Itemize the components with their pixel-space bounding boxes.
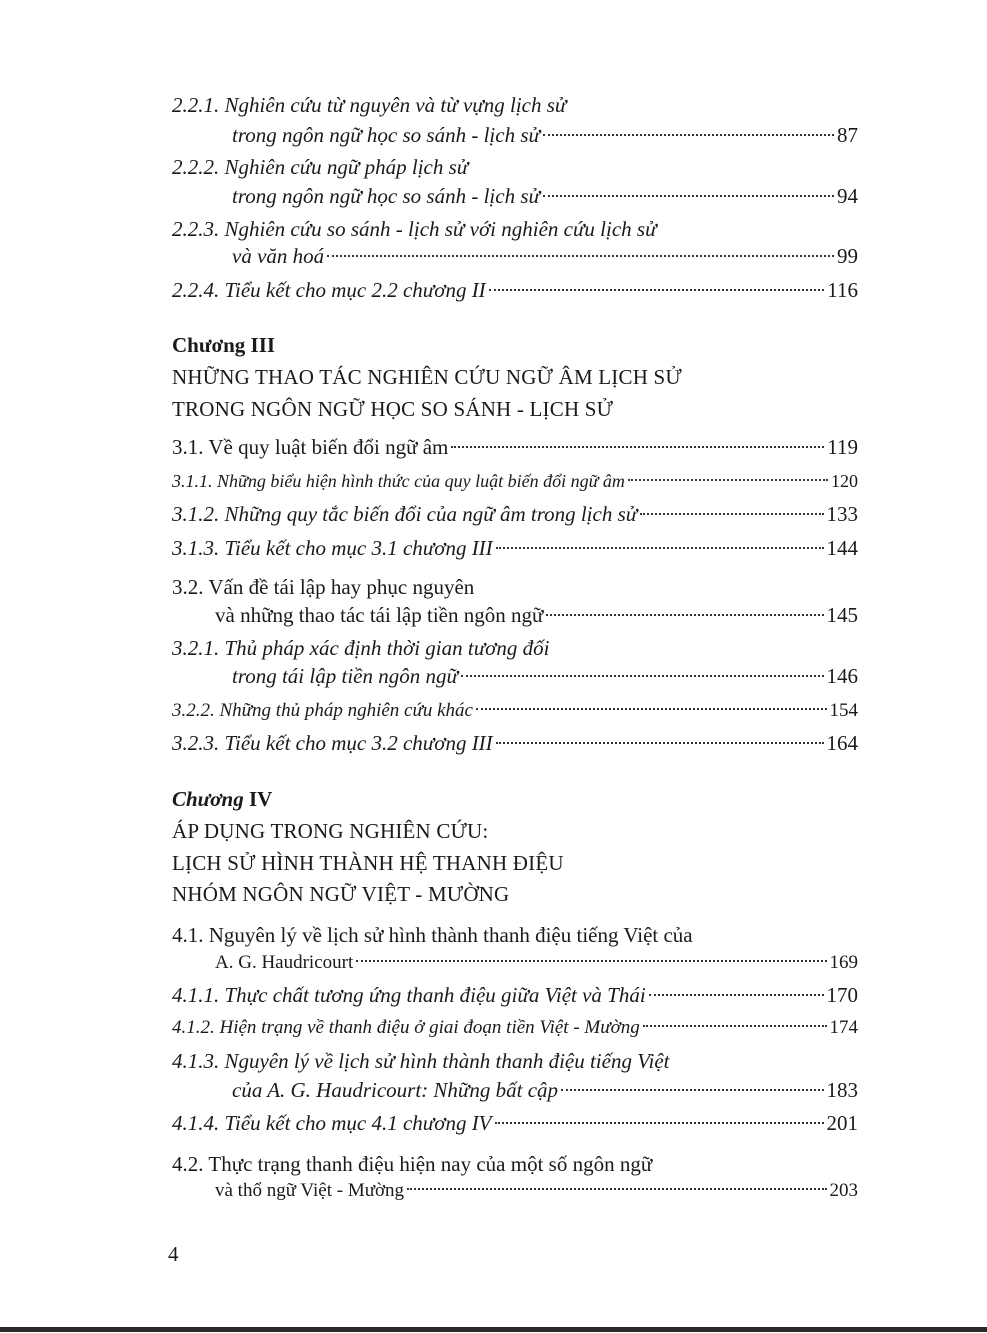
toc-title: Thực chất tương ứng thanh điệu giữa Việt và Thái: [224, 983, 646, 1007]
toc-title: Vấn đề tái lập hay phục nguyên: [208, 575, 475, 599]
toc-page: 170: [826, 983, 858, 1007]
toc-leader: [649, 994, 824, 996]
toc-leader: [451, 446, 824, 448]
toc-number: 2.2.3.: [172, 217, 220, 241]
toc-number: 4.1.1.: [172, 983, 220, 1007]
chapter-numeral: III: [250, 333, 276, 357]
toc-title-cont: trong ngôn ngữ học so sánh - lịch sử: [232, 184, 540, 208]
toc-number: 3.2.3.: [172, 731, 220, 755]
toc-label: [172, 696, 473, 726]
toc-entry-3-2-1[interactable]: [172, 633, 858, 663]
toc-title: Nguyên lý về lịch sử hình thành thanh điệu tiếng Việt của: [208, 923, 693, 947]
chapter-3-title-line-2: TRONG NGÔN NGỮ HỌC SO SÁNH - LỊCH SỬ: [172, 397, 614, 421]
toc-page: 99: [837, 244, 858, 268]
toc-page: 144: [826, 536, 858, 560]
toc-number: 4.1.4.: [172, 1111, 220, 1135]
toc-label: [172, 728, 493, 758]
toc-page: 174: [829, 1017, 858, 1038]
chapter-4-label: [172, 784, 858, 814]
toc-title-cont: trong ngôn ngữ học so sánh - lịch sử: [232, 123, 540, 147]
toc-title-cont: trong tái lập tiền ngôn ngữ: [232, 664, 458, 688]
toc-label: [172, 432, 448, 462]
toc-title: Tiểu kết cho mục 3.2 chương III: [224, 731, 493, 755]
toc-page: 164: [826, 731, 858, 755]
toc-leader: [496, 547, 824, 549]
toc-title: Nguyên lý về lịch sử hình thành thanh điệu tiếng Việt: [224, 1049, 670, 1073]
toc-entry-4-1-3[interactable]: [172, 1046, 858, 1076]
toc-page: 133: [826, 502, 858, 526]
toc-title: Những quy tắc biến đổi của ngữ âm trong lịch sử: [224, 502, 638, 526]
toc-title: Thủ pháp xác định thời gian tương đối: [224, 636, 550, 660]
toc-page: 154: [829, 700, 858, 721]
toc-entry-2-2-4[interactable]: [172, 275, 858, 305]
bottom-edge-rule: [0, 1327, 987, 1332]
toc-page: 120: [831, 471, 858, 491]
toc-leader: [495, 1122, 824, 1124]
toc-page: 145: [826, 603, 858, 627]
toc-title: Nghiên cứu từ nguyên và từ vựng lịch sử: [224, 93, 567, 117]
toc-entry-2-2-3-cont[interactable]: [232, 241, 858, 271]
toc-leader: [640, 513, 823, 515]
toc-title: Về quy luật biến đổi ngữ âm: [208, 435, 449, 459]
toc-leader: [356, 960, 826, 962]
toc-label: [172, 275, 486, 305]
toc-leader: [476, 708, 827, 710]
toc-entry-2-2-2[interactable]: [172, 152, 858, 182]
toc-number: 4.2.: [172, 1152, 204, 1176]
toc-title: Hiện trạng về thanh điệu ở giai đoạn tiền Việt - Mường: [219, 1017, 640, 1038]
chapter-4-title-line-2: LỊCH SỬ HÌNH THÀNH HỆ THANH ĐIỆU: [172, 851, 564, 875]
toc-entry-3-2[interactable]: [172, 572, 858, 602]
toc-entry-2-2-1-cont[interactable]: [232, 120, 858, 150]
toc-leader: [546, 614, 823, 616]
toc-entry-2-2-2-cont[interactable]: [232, 181, 858, 211]
toc-entry-3-2-3[interactable]: [172, 728, 858, 758]
toc-entry-4-1-cont[interactable]: [215, 948, 858, 978]
toc-page: 169: [829, 952, 858, 973]
toc-label: [172, 1013, 640, 1043]
toc-page: 94: [837, 184, 858, 208]
toc-number: 2.2.1.: [172, 93, 220, 117]
toc-page: 203: [829, 1180, 858, 1201]
toc-page: 183: [826, 1078, 858, 1102]
toc-page: 87: [837, 123, 858, 147]
toc-title: Những thủ pháp nghiên cứu khác: [219, 700, 473, 721]
toc-number: 2.2.2.: [172, 155, 220, 179]
toc-number: 4.1.2.: [172, 1017, 215, 1038]
chapter-4-title-line-3: NHÓM NGÔN NGỮ VIỆT - MƯỜNG: [172, 882, 510, 906]
toc-number: 4.1.: [172, 923, 204, 947]
toc-title: Tiểu kết cho mục 4.1 chương IV: [224, 1111, 492, 1135]
toc-number: 3.2.2.: [172, 700, 215, 721]
chapter-3-label: [172, 330, 858, 360]
toc-leader: [489, 289, 825, 291]
toc-page: 146: [826, 664, 858, 688]
toc-title-cont: và thổ ngữ Việt - Mường: [215, 1180, 405, 1201]
toc-label: [172, 499, 637, 529]
toc-leader: [628, 479, 828, 481]
toc-leader: [543, 134, 834, 136]
toc-leader: [643, 1025, 827, 1027]
chapter-word: Chương: [172, 333, 246, 357]
toc-title: Tiểu kết cho mục 2.2 chương II: [224, 278, 486, 302]
toc-entry-4-1-1[interactable]: [172, 980, 858, 1010]
toc-title: Thực trạng thanh điệu hiện nay của một số ngôn ngữ: [208, 1152, 653, 1176]
toc-entry-4-2-cont[interactable]: [215, 1176, 858, 1206]
toc-entry-3-2-1-cont[interactable]: [232, 661, 858, 691]
toc-entry-2-2-1[interactable]: [172, 90, 858, 120]
toc-leader: [543, 195, 834, 197]
chapter-3-title-line-1: NHỮNG THAO TÁC NGHIÊN CỨU NGỮ ÂM LỊCH SỬ: [172, 365, 682, 389]
toc-label: [172, 980, 646, 1010]
toc-entry-4-1[interactable]: [172, 920, 858, 950]
toc-page: 201: [826, 1111, 858, 1135]
toc-title: Tiểu kết cho mục 3.1 chương III: [224, 536, 493, 560]
toc-title-cont: của A. G. Haudricourt: Những bất cập: [232, 1078, 559, 1102]
toc-title: Những biểu hiện hình thức của quy luật biến đổi ngữ âm: [217, 471, 625, 491]
toc-entry-3-2-2[interactable]: [172, 696, 858, 726]
toc-leader: [327, 255, 834, 257]
toc-title-cont: và những thao tác tái lập tiền ngôn ngữ: [215, 603, 544, 627]
toc-number: 3.2.: [172, 575, 204, 599]
toc-number: 3.1.1.: [172, 471, 213, 491]
toc-entry-3-1-1[interactable]: [172, 466, 858, 496]
toc-title-cont: và văn hoá: [232, 244, 325, 268]
toc-number: 2.2.4.: [172, 278, 220, 302]
toc-entry-3-1-3[interactable]: [172, 533, 858, 563]
toc-label: [172, 533, 493, 563]
toc-entry-4-1-3-cont[interactable]: [232, 1075, 858, 1105]
chapter-numeral: IV: [248, 787, 273, 811]
toc-entry-4-1-4[interactable]: [172, 1108, 858, 1138]
toc-entry-2-2-3[interactable]: [172, 214, 858, 244]
toc-entry-3-1-2[interactable]: [172, 499, 858, 529]
toc-entry-4-1-2[interactable]: [172, 1013, 858, 1043]
toc-leader: [461, 675, 824, 677]
toc-leader: [407, 1188, 826, 1190]
toc-number: 3.1.3.: [172, 536, 220, 560]
toc-entry-3-2-cont[interactable]: [215, 600, 858, 630]
toc-label: [172, 1108, 492, 1138]
toc-page: 119: [827, 435, 858, 459]
toc-entry-3-1[interactable]: [172, 432, 858, 462]
toc-title: Nghiên cứu ngữ pháp lịch sử: [224, 155, 469, 179]
toc-title: Nghiên cứu so sánh - lịch sử với nghiên cứu lịch sử: [224, 217, 657, 241]
toc-page: 116: [827, 278, 858, 302]
page-number: 4: [168, 1242, 179, 1266]
toc-label: [172, 466, 625, 496]
toc-number: 3.1.2.: [172, 502, 220, 526]
chapter-4-title-line-1: ÁP DỤNG TRONG NGHIÊN CỨU:: [172, 819, 489, 843]
toc-title-cont: A. G. Haudricourt: [215, 952, 354, 973]
toc-leader: [561, 1089, 823, 1091]
toc-number: 3.2.1.: [172, 636, 220, 660]
toc-number: 3.1.: [172, 435, 204, 459]
toc-leader: [496, 742, 824, 744]
toc-entry-4-2[interactable]: [172, 1149, 858, 1179]
toc-number: 4.1.3.: [172, 1049, 220, 1073]
chapter-word: Chương: [172, 787, 244, 811]
